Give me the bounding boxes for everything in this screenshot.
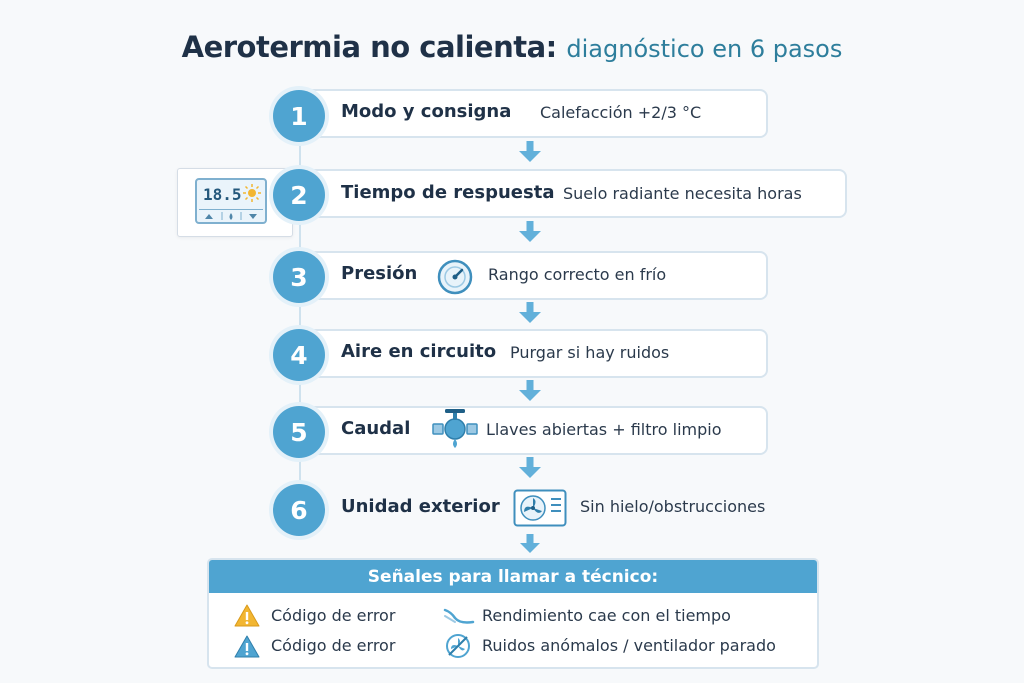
signals-header: Señales para llamar a técnico: [209, 560, 817, 593]
page-title [0, 30, 1024, 64]
step-5-detail: Llaves abiertas + filtro limpio [486, 420, 722, 439]
title-main: Aerotermia no calienta: [181, 30, 557, 64]
step-1-number: 1 [273, 90, 325, 142]
warning-blue-icon [234, 635, 260, 658]
step-6-number: 6 [273, 484, 325, 536]
step-4-number: 4 [273, 329, 325, 381]
gauge-icon [436, 258, 474, 296]
step-6-title: Unidad exterior [341, 496, 500, 517]
valve-icon [431, 407, 479, 449]
signal-item-2: Rendimiento cae con el tiempo [482, 606, 731, 625]
thermostat-display: 18.5 [203, 185, 242, 204]
step-4-title: Aire en circuito [341, 341, 497, 362]
step-1-detail: Calefacción +2/3 °C [540, 103, 702, 122]
signal-item-3: Código de error [271, 636, 396, 655]
fan-stopped-icon [445, 633, 471, 659]
sun-icon [243, 184, 261, 202]
outdoor-unit-icon [513, 489, 567, 527]
step-2-title: Tiempo de respuesta [341, 182, 555, 203]
arrow-down-icon [517, 380, 543, 402]
warning-yellow-icon [234, 604, 260, 627]
arrow-down-icon [517, 221, 543, 243]
step-3-title: Presión [341, 263, 418, 284]
step-4-detail: Purgar si hay ruidos [510, 343, 670, 362]
step-5-title: Caudal [341, 418, 411, 439]
title-sub: diagnóstico en 6 pasos [566, 35, 843, 63]
step-2-detail: Suelo radiante necesita horas [563, 184, 802, 203]
arrow-down-icon [517, 302, 543, 324]
step-2-number: 2 [273, 169, 325, 221]
step-3-detail: Rango correcto en frío [488, 265, 667, 284]
step-6-detail: Sin hielo/obstrucciones [580, 497, 766, 516]
thermostat-buttons-icon [201, 211, 263, 221]
arrow-down-icon [517, 457, 543, 479]
arrow-down-icon [517, 141, 543, 163]
thermostat-screen [195, 178, 267, 224]
signal-item-4: Ruidos anómalos / ventilador parado [482, 636, 776, 655]
step-1-title: Modo y consigna [341, 101, 512, 122]
decline-wave-icon [443, 607, 475, 625]
step-5-number: 5 [273, 406, 325, 458]
signal-item-1: Código de error [271, 606, 396, 625]
arrow-down-icon [517, 534, 543, 554]
technician-signals-box [207, 558, 819, 669]
step-3-number: 3 [273, 251, 325, 303]
